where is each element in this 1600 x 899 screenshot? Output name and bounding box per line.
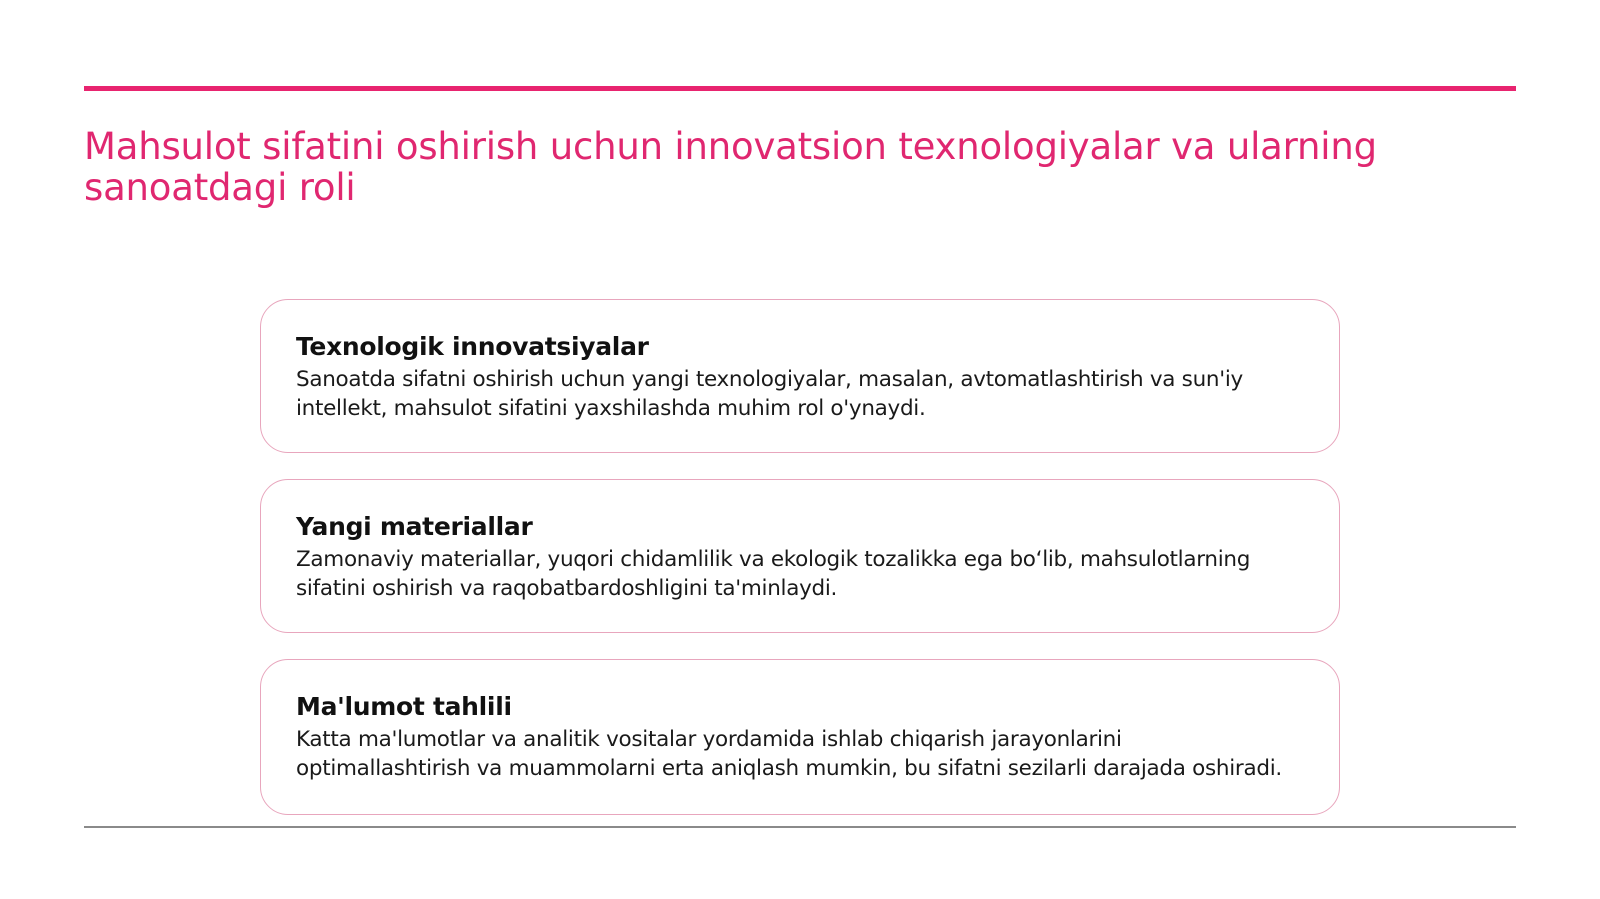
bottom-divider [84, 826, 1516, 828]
slide-title: Mahsulot sifatini oshirish uchun innovatsion texnologiyalar va ularning sanoatdagi roli [84, 125, 1377, 209]
card-body-text: Katta ma'lumotlar va analitik vositalar yordamida ishlab chiqarish jarayonlarini optimallashtirish va muammolarni erta aniqlash mumkin, bu sifatni sezilarli darajada oshiradi. [296, 727, 1282, 781]
card-technological-innovations [260, 299, 1340, 453]
card-body-text: Zamonaviy materiallar, yuqori chidamlilik va ekologik tozalikka ega bo‘lib, mahsulotlarning sifatini oshirish va raqobatbardoshligini ta'minlaydi. [296, 547, 1251, 601]
card-content [296, 692, 1299, 783]
card-new-materials [260, 479, 1340, 633]
card-heading: Yangi materiallar [296, 512, 533, 541]
card-data-analysis [260, 659, 1340, 815]
card-content [296, 332, 1299, 423]
card-content [296, 512, 1299, 603]
top-accent-rule [84, 86, 1516, 91]
card-heading: Texnologik innovatsiyalar [296, 332, 649, 361]
card-heading: Ma'lumot tahlili [296, 692, 512, 721]
card-body-text: Sanoatda sifatni oshirish uchun yangi texnologiyalar, masalan, avtomatlashtirish va sun'iy intellekt, mahsulot sifatini yaxshilashda muhim rol o'ynaydi. [296, 367, 1243, 421]
